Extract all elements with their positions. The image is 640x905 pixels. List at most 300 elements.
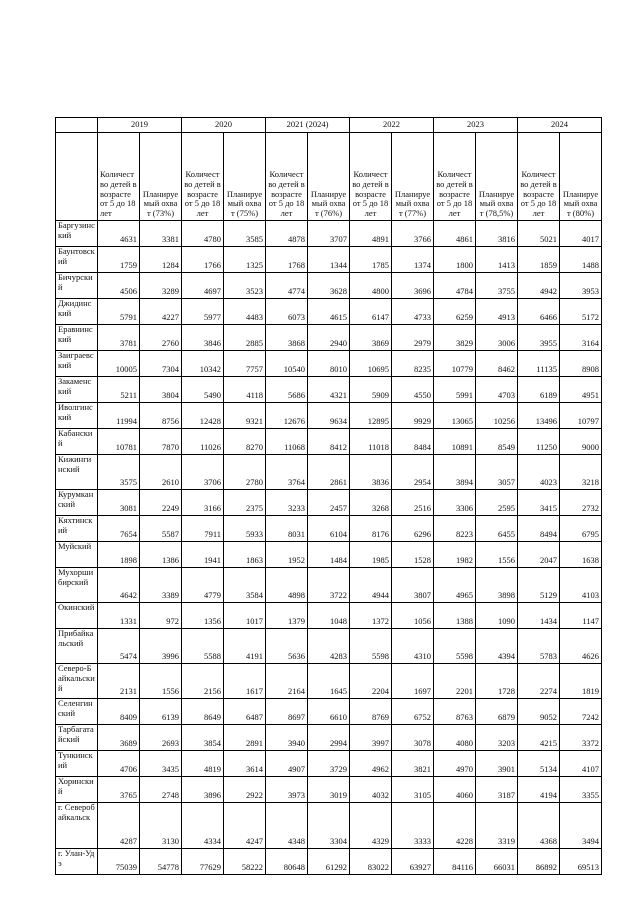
- planned-coverage-cell: 61292: [308, 849, 350, 875]
- planned-coverage-cell: 6296: [392, 516, 434, 542]
- district-name-cell: Тарбагатайский: [56, 725, 98, 751]
- children-count-cell: 6189: [518, 377, 560, 403]
- children-count-cell: 2274: [518, 664, 560, 699]
- children-count-cell: 1941: [182, 542, 224, 568]
- planned-coverage-cell: 4283: [308, 629, 350, 664]
- children-count-cell: 4942: [518, 273, 560, 299]
- district-name-cell: Закаменский: [56, 377, 98, 403]
- children-count-cell: 2164: [266, 664, 308, 699]
- children-count-cell: 5588: [182, 629, 224, 664]
- district-name-cell: Джидинский: [56, 299, 98, 325]
- children-count-cell: 11068: [266, 429, 308, 455]
- planned-coverage-cell: 1556: [476, 542, 518, 568]
- planned-coverage-cell: 4118: [224, 377, 266, 403]
- planned-coverage-cell: 1325: [224, 247, 266, 273]
- planned-coverage-cell: 4017: [560, 221, 602, 247]
- planned-coverage-cell: 1645: [308, 664, 350, 699]
- planned-coverage-cell: 2760: [140, 325, 182, 351]
- children-count-cell: 1766: [182, 247, 224, 273]
- children-count-cell: 4080: [434, 725, 476, 751]
- planned-coverage-cell: 3996: [140, 629, 182, 664]
- table-row: [56, 221, 602, 247]
- children-count-cell: 10891: [434, 429, 476, 455]
- district-name-cell: Заиграевский: [56, 351, 98, 377]
- table-row: [56, 751, 602, 777]
- planned-coverage-cell: 6487: [224, 699, 266, 725]
- children-count-cell: 77629: [182, 849, 224, 875]
- children-count-cell: 4334: [182, 803, 224, 849]
- district-name-cell: Еравнинский: [56, 325, 98, 351]
- planned-coverage-cell: 1638: [560, 542, 602, 568]
- planned-coverage-cell: 9634: [308, 403, 350, 429]
- planned-coverage-cell: 1617: [224, 664, 266, 699]
- children-count-cell: 1859: [518, 247, 560, 273]
- children-count-cell: 3896: [182, 777, 224, 803]
- planned-coverage-cell: 3898: [476, 568, 518, 603]
- planned-coverage-cell: 1728: [476, 664, 518, 699]
- children-count-cell: 5686: [266, 377, 308, 403]
- planned-coverage-cell: 8412: [308, 429, 350, 455]
- planned-coverage-cell: 1386: [140, 542, 182, 568]
- children-count-cell: 6147: [350, 299, 392, 325]
- planned-coverage-cell: 6455: [476, 516, 518, 542]
- children-count-cell: 4060: [434, 777, 476, 803]
- planned-coverage-cell: 2994: [308, 725, 350, 751]
- children-count-cell: 10779: [434, 351, 476, 377]
- children-count-cell: 5791: [98, 299, 140, 325]
- children-count-cell: 5991: [434, 377, 476, 403]
- planned-coverage-cell: 3389: [140, 568, 182, 603]
- planned-coverage-cell: 3523: [224, 273, 266, 299]
- planned-coverage-cell: 3816: [476, 221, 518, 247]
- planned-coverage-cell: 1374: [392, 247, 434, 273]
- children-count-cell: 12676: [266, 403, 308, 429]
- table-row: [56, 299, 602, 325]
- column-header: Планируемый охват (73%): [140, 133, 182, 221]
- children-count-cell: 3415: [518, 490, 560, 516]
- planned-coverage-cell: 2748: [140, 777, 182, 803]
- planned-coverage-cell: 3435: [140, 751, 182, 777]
- children-count-cell: 2201: [434, 664, 476, 699]
- children-count-cell: 2204: [350, 664, 392, 699]
- children-count-cell: 1434: [518, 603, 560, 629]
- children-count-cell: 4970: [434, 751, 476, 777]
- planned-coverage-cell: 1344: [308, 247, 350, 273]
- planned-coverage-cell: 4483: [224, 299, 266, 325]
- planned-coverage-cell: 3585: [224, 221, 266, 247]
- planned-coverage-cell: 3078: [392, 725, 434, 751]
- planned-coverage-cell: 1147: [560, 603, 602, 629]
- district-name-cell: Муйский: [56, 542, 98, 568]
- planned-coverage-cell: 8756: [140, 403, 182, 429]
- children-count-cell: 1388: [434, 603, 476, 629]
- coverage-table: [55, 117, 602, 875]
- planned-coverage-cell: 4247: [224, 803, 266, 849]
- planned-coverage-cell: 3381: [140, 221, 182, 247]
- planned-coverage-cell: 3289: [140, 273, 182, 299]
- planned-coverage-cell: 3755: [476, 273, 518, 299]
- children-count-cell: 4228: [434, 803, 476, 849]
- table-row: [56, 247, 602, 273]
- planned-coverage-cell: 1488: [560, 247, 602, 273]
- children-count-cell: 5134: [518, 751, 560, 777]
- planned-coverage-cell: 1413: [476, 247, 518, 273]
- planned-coverage-cell: 2891: [224, 725, 266, 751]
- table-row: [56, 455, 602, 490]
- planned-coverage-cell: 4310: [392, 629, 434, 664]
- children-count-cell: 7911: [182, 516, 224, 542]
- planned-coverage-cell: 3494: [560, 803, 602, 849]
- planned-coverage-cell: 3821: [392, 751, 434, 777]
- children-count-cell: 3854: [182, 725, 224, 751]
- planned-coverage-cell: 3722: [308, 568, 350, 603]
- planned-coverage-cell: 1090: [476, 603, 518, 629]
- children-count-cell: 10342: [182, 351, 224, 377]
- district-name-cell: г. Северобайкальск: [56, 803, 98, 849]
- children-count-cell: 3233: [266, 490, 308, 516]
- planned-coverage-cell: 1819: [560, 664, 602, 699]
- planned-coverage-cell: 2979: [392, 325, 434, 351]
- table-row: [56, 490, 602, 516]
- planned-coverage-cell: 69513: [560, 849, 602, 875]
- planned-coverage-cell: 4626: [560, 629, 602, 664]
- planned-coverage-cell: 54778: [140, 849, 182, 875]
- district-name-cell: Окинский: [56, 603, 98, 629]
- planned-coverage-cell: 1863: [224, 542, 266, 568]
- planned-coverage-cell: 4913: [476, 299, 518, 325]
- column-header: Количество детей в возрасте от 5 до 18 лет: [98, 133, 140, 221]
- children-count-cell: 83022: [350, 849, 392, 875]
- children-count-cell: 3765: [98, 777, 140, 803]
- planned-coverage-cell: 10797: [560, 403, 602, 429]
- planned-coverage-cell: 3319: [476, 803, 518, 849]
- district-name-cell: Бичурский: [56, 273, 98, 299]
- district-name-cell: Иволгинский: [56, 403, 98, 429]
- column-header-row: [56, 133, 602, 221]
- planned-coverage-cell: 6610: [308, 699, 350, 725]
- children-count-cell: 8494: [518, 516, 560, 542]
- planned-coverage-cell: 6752: [392, 699, 434, 725]
- children-count-cell: 1982: [434, 542, 476, 568]
- planned-coverage-cell: 1484: [308, 542, 350, 568]
- children-count-cell: 4506: [98, 273, 140, 299]
- children-count-cell: 12428: [182, 403, 224, 429]
- planned-coverage-cell: 972: [140, 603, 182, 629]
- children-count-cell: 3869: [350, 325, 392, 351]
- district-name-cell: Хоринский: [56, 777, 98, 803]
- column-header: Планируемый охват (77%): [392, 133, 434, 221]
- planned-coverage-cell: 3628: [308, 273, 350, 299]
- children-count-cell: 8649: [182, 699, 224, 725]
- district-name-cell: Тункинский: [56, 751, 98, 777]
- children-count-cell: 5598: [434, 629, 476, 664]
- column-header: Количество детей в возрасте от 5 до 18 лет: [434, 133, 476, 221]
- table-row: [56, 403, 602, 429]
- planned-coverage-cell: 3901: [476, 751, 518, 777]
- children-count-cell: 4631: [98, 221, 140, 247]
- children-count-cell: 3268: [350, 490, 392, 516]
- column-header: Планируемый охват (78,5%): [476, 133, 518, 221]
- children-count-cell: 5783: [518, 629, 560, 664]
- children-count-cell: 75039: [98, 849, 140, 875]
- children-count-cell: 4819: [182, 751, 224, 777]
- children-count-cell: 2156: [182, 664, 224, 699]
- planned-coverage-cell: 5587: [140, 516, 182, 542]
- planned-coverage-cell: 8462: [476, 351, 518, 377]
- planned-coverage-cell: 3614: [224, 751, 266, 777]
- table-row: [56, 568, 602, 603]
- column-header: Количество детей в возрасте от 5 до 18 лет: [518, 133, 560, 221]
- planned-coverage-cell: 4107: [560, 751, 602, 777]
- planned-coverage-cell: 3372: [560, 725, 602, 751]
- children-count-cell: 8769: [350, 699, 392, 725]
- corner-cell: [56, 118, 98, 133]
- table-row: [56, 273, 602, 299]
- district-name-cell: Северо-Байкальский: [56, 664, 98, 699]
- children-count-cell: 4965: [434, 568, 476, 603]
- corner-cell: [56, 133, 98, 221]
- table-row: [56, 516, 602, 542]
- planned-coverage-cell: 2249: [140, 490, 182, 516]
- planned-coverage-cell: 3187: [476, 777, 518, 803]
- children-count-cell: 1800: [434, 247, 476, 273]
- children-count-cell: 1331: [98, 603, 140, 629]
- children-count-cell: 4779: [182, 568, 224, 603]
- children-count-cell: 4878: [266, 221, 308, 247]
- planned-coverage-cell: 4733: [392, 299, 434, 325]
- planned-coverage-cell: 3006: [476, 325, 518, 351]
- planned-coverage-cell: 3333: [392, 803, 434, 849]
- district-name-cell: г. Улан-Удэ: [56, 849, 98, 875]
- children-count-cell: 3306: [434, 490, 476, 516]
- children-count-cell: 3781: [98, 325, 140, 351]
- children-count-cell: 3764: [266, 455, 308, 490]
- children-count-cell: 1379: [266, 603, 308, 629]
- planned-coverage-cell: 2940: [308, 325, 350, 351]
- children-count-cell: 11135: [518, 351, 560, 377]
- planned-coverage-cell: 8270: [224, 429, 266, 455]
- children-count-cell: 4907: [266, 751, 308, 777]
- children-count-cell: 4368: [518, 803, 560, 849]
- children-count-cell: 4962: [350, 751, 392, 777]
- children-count-cell: 1898: [98, 542, 140, 568]
- children-count-cell: 11250: [518, 429, 560, 455]
- planned-coverage-cell: 9000: [560, 429, 602, 455]
- children-count-cell: 10781: [98, 429, 140, 455]
- planned-coverage-cell: 2732: [560, 490, 602, 516]
- children-count-cell: 5474: [98, 629, 140, 664]
- children-count-cell: 4944: [350, 568, 392, 603]
- table-row: [56, 629, 602, 664]
- children-count-cell: 3940: [266, 725, 308, 751]
- planned-coverage-cell: 4615: [308, 299, 350, 325]
- district-name-cell: Кабанский: [56, 429, 98, 455]
- planned-coverage-cell: 3203: [476, 725, 518, 751]
- table-row: [56, 664, 602, 699]
- planned-coverage-cell: 2885: [224, 325, 266, 351]
- column-header: Количество детей в возрасте от 5 до 18 лет: [182, 133, 224, 221]
- year-header: 2020: [182, 118, 266, 133]
- children-count-cell: 8223: [434, 516, 476, 542]
- children-count-cell: 11018: [350, 429, 392, 455]
- table-body: [56, 118, 602, 875]
- planned-coverage-cell: 2595: [476, 490, 518, 516]
- children-count-cell: 8763: [434, 699, 476, 725]
- children-count-cell: 3997: [350, 725, 392, 751]
- children-count-cell: 4329: [350, 803, 392, 849]
- children-count-cell: 1356: [182, 603, 224, 629]
- table-row: [56, 849, 602, 875]
- district-name-cell: Баунтовский: [56, 247, 98, 273]
- planned-coverage-cell: 7242: [560, 699, 602, 725]
- planned-coverage-cell: 1048: [308, 603, 350, 629]
- planned-coverage-cell: 5172: [560, 299, 602, 325]
- children-count-cell: 4215: [518, 725, 560, 751]
- planned-coverage-cell: 2693: [140, 725, 182, 751]
- planned-coverage-cell: 8549: [476, 429, 518, 455]
- children-count-cell: 1985: [350, 542, 392, 568]
- children-count-cell: 3846: [182, 325, 224, 351]
- district-name-cell: Селенгинский: [56, 699, 98, 725]
- planned-coverage-cell: 58222: [224, 849, 266, 875]
- planned-coverage-cell: 3355: [560, 777, 602, 803]
- table-row: [56, 351, 602, 377]
- planned-coverage-cell: 7757: [224, 351, 266, 377]
- children-count-cell: 4348: [266, 803, 308, 849]
- planned-coverage-cell: 8010: [308, 351, 350, 377]
- table-row: [56, 725, 602, 751]
- planned-coverage-cell: 2457: [308, 490, 350, 516]
- children-count-cell: 3894: [434, 455, 476, 490]
- children-count-cell: 6259: [434, 299, 476, 325]
- planned-coverage-cell: 7870: [140, 429, 182, 455]
- planned-coverage-cell: 8235: [392, 351, 434, 377]
- year-header: 2024: [518, 118, 602, 133]
- children-count-cell: 6466: [518, 299, 560, 325]
- district-name-cell: Курумканский: [56, 490, 98, 516]
- children-count-cell: 5636: [266, 629, 308, 664]
- planned-coverage-cell: 1284: [140, 247, 182, 273]
- planned-coverage-cell: 2375: [224, 490, 266, 516]
- planned-coverage-cell: 6104: [308, 516, 350, 542]
- children-count-cell: 3575: [98, 455, 140, 490]
- planned-coverage-cell: 4951: [560, 377, 602, 403]
- planned-coverage-cell: 1017: [224, 603, 266, 629]
- planned-coverage-cell: 3766: [392, 221, 434, 247]
- planned-coverage-cell: 63927: [392, 849, 434, 875]
- planned-coverage-cell: 3019: [308, 777, 350, 803]
- planned-coverage-cell: 4227: [140, 299, 182, 325]
- planned-coverage-cell: 6139: [140, 699, 182, 725]
- planned-coverage-cell: 5933: [224, 516, 266, 542]
- planned-coverage-cell: 4550: [392, 377, 434, 403]
- planned-coverage-cell: 6795: [560, 516, 602, 542]
- children-count-cell: 3081: [98, 490, 140, 516]
- children-count-cell: 5598: [350, 629, 392, 664]
- planned-coverage-cell: 4321: [308, 377, 350, 403]
- children-count-cell: 4023: [518, 455, 560, 490]
- children-count-cell: 8409: [98, 699, 140, 725]
- planned-coverage-cell: 4394: [476, 629, 518, 664]
- planned-coverage-cell: 3130: [140, 803, 182, 849]
- children-count-cell: 84116: [434, 849, 476, 875]
- children-count-cell: 4800: [350, 273, 392, 299]
- children-count-cell: 5211: [98, 377, 140, 403]
- planned-coverage-cell: 1697: [392, 664, 434, 699]
- children-count-cell: 1785: [350, 247, 392, 273]
- children-count-cell: 5129: [518, 568, 560, 603]
- table-row: [56, 377, 602, 403]
- planned-coverage-cell: 4703: [476, 377, 518, 403]
- children-count-cell: 1372: [350, 603, 392, 629]
- column-header: Количество детей в возрасте от 5 до 18 лет: [350, 133, 392, 221]
- children-count-cell: 5490: [182, 377, 224, 403]
- district-name-cell: Кижингинский: [56, 455, 98, 490]
- district-name-cell: Мухоршибирский: [56, 568, 98, 603]
- planned-coverage-cell: 3696: [392, 273, 434, 299]
- children-count-cell: 4891: [350, 221, 392, 247]
- year-header: 2022: [350, 118, 434, 133]
- planned-coverage-cell: 3304: [308, 803, 350, 849]
- children-count-cell: 2047: [518, 542, 560, 568]
- planned-coverage-cell: 3804: [140, 377, 182, 403]
- children-count-cell: 7654: [98, 516, 140, 542]
- planned-coverage-cell: 10256: [476, 403, 518, 429]
- table-row: [56, 777, 602, 803]
- year-header: 2021 (2024): [266, 118, 350, 133]
- children-count-cell: 3706: [182, 455, 224, 490]
- district-name-cell: Кяхтинский: [56, 516, 98, 542]
- children-count-cell: 10695: [350, 351, 392, 377]
- planned-coverage-cell: 2922: [224, 777, 266, 803]
- children-count-cell: 6073: [266, 299, 308, 325]
- planned-coverage-cell: 4191: [224, 629, 266, 664]
- planned-coverage-cell: 3707: [308, 221, 350, 247]
- children-count-cell: 4861: [434, 221, 476, 247]
- children-count-cell: 4642: [98, 568, 140, 603]
- planned-coverage-cell: 3807: [392, 568, 434, 603]
- children-count-cell: 3166: [182, 490, 224, 516]
- children-count-cell: 3836: [350, 455, 392, 490]
- district-name-cell: Баргузинский: [56, 221, 98, 247]
- children-count-cell: 86892: [518, 849, 560, 875]
- planned-coverage-cell: 3953: [560, 273, 602, 299]
- year-header: 2019: [98, 118, 182, 133]
- column-header: Количество детей в возрасте от 5 до 18 лет: [266, 133, 308, 221]
- children-count-cell: 4697: [182, 273, 224, 299]
- planned-coverage-cell: 3584: [224, 568, 266, 603]
- children-count-cell: 1759: [98, 247, 140, 273]
- children-count-cell: 2131: [98, 664, 140, 699]
- district-name-cell: Прибайкальский: [56, 629, 98, 664]
- planned-coverage-cell: 3729: [308, 751, 350, 777]
- planned-coverage-cell: 9929: [392, 403, 434, 429]
- table-row: [56, 542, 602, 568]
- planned-coverage-cell: 8484: [392, 429, 434, 455]
- year-header-row: [56, 118, 602, 133]
- children-count-cell: 80648: [266, 849, 308, 875]
- children-count-cell: 4774: [266, 273, 308, 299]
- table-row: [56, 325, 602, 351]
- children-count-cell: 13496: [518, 403, 560, 429]
- children-count-cell: 4032: [350, 777, 392, 803]
- children-count-cell: 3868: [266, 325, 308, 351]
- children-count-cell: 5977: [182, 299, 224, 325]
- column-header: Планируемый охват (80%): [560, 133, 602, 221]
- planned-coverage-cell: 3105: [392, 777, 434, 803]
- table-row: [56, 803, 602, 849]
- children-count-cell: 3829: [434, 325, 476, 351]
